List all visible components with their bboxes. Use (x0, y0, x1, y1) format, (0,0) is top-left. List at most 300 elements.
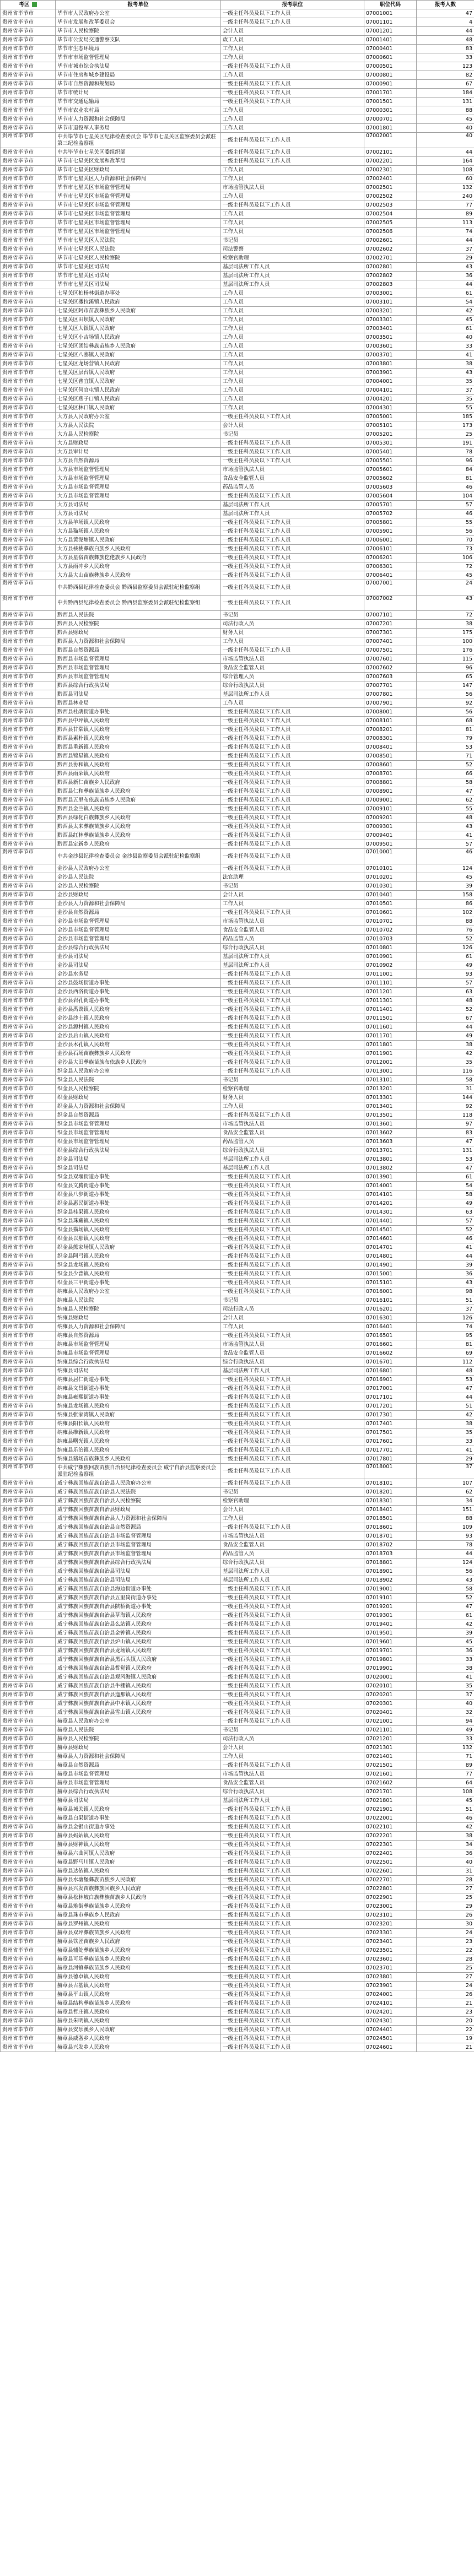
post-cell[interactable]: 一级主任科员及以下工作人员 (221, 536, 364, 545)
code-cell[interactable]: 07008501 (364, 752, 417, 761)
region-cell[interactable]: 贵州省毕节市 (1, 1129, 56, 1138)
region-cell[interactable]: 贵州省毕节市 (1, 474, 56, 483)
post-cell[interactable]: 一级主任科员及以下工作人员 (221, 752, 364, 761)
region-cell[interactable]: 贵州省毕节市 (1, 2043, 56, 2052)
code-cell[interactable]: 07019101 (364, 1594, 417, 1603)
count-cell[interactable]: 115 (417, 655, 474, 664)
code-cell[interactable]: 07013001 (364, 1067, 417, 1076)
unit-cell[interactable]: 大方县审计局 (56, 448, 221, 457)
count-cell[interactable]: 35 (417, 1682, 474, 1691)
region-cell[interactable]: 贵州省毕节市 (1, 1655, 56, 1664)
count-cell[interactable]: 47 (417, 787, 474, 796)
unit-cell[interactable]: 赫章县安乐溪乡人民政府 (56, 2026, 221, 2034)
unit-cell[interactable]: 黔西县市场监督管理局 (56, 655, 221, 664)
count-cell[interactable]: 56 (417, 1567, 474, 1576)
region-cell[interactable]: 贵州省毕节市 (1, 1647, 56, 1655)
region-cell[interactable]: 贵州省毕节市 (1, 421, 56, 430)
count-cell[interactable]: 55 (417, 518, 474, 527)
unit-cell[interactable]: 毕节市退役军人事务局 (56, 124, 221, 133)
count-cell[interactable]: 100 (417, 637, 474, 646)
unit-cell[interactable]: 威宁彝族回族苗族自治县市场监督管理局 (56, 1550, 221, 1558)
region-cell[interactable]: 贵州省毕节市 (1, 192, 56, 201)
unit-cell[interactable]: 威宁彝族回族苗族自治县自然资源局 (56, 1523, 221, 1532)
post-cell[interactable]: 一级主任科员及以下工作人员 (221, 1708, 364, 1717)
unit-cell[interactable]: 纳雍县居仁街道办事处 (56, 1376, 221, 1384)
unit-cell[interactable]: 赫章县河镇彝族苗族乡人民政府 (56, 1964, 221, 1973)
count-cell[interactable]: 191 (417, 439, 474, 448)
unit-cell[interactable]: 毕节市七星关区市场监督管理局 (56, 183, 221, 192)
unit-cell[interactable]: 威宁彝族回族苗族自治县草海镇人民政府 (56, 1611, 221, 1620)
region-cell[interactable]: 贵州省毕节市 (1, 1823, 56, 1832)
count-cell[interactable]: 88 (417, 106, 474, 115)
region-cell[interactable]: 贵州省毕节市 (1, 2017, 56, 2026)
region-cell[interactable]: 贵州省毕节市 (1, 1550, 56, 1558)
region-cell[interactable]: 贵州省毕节市 (1, 527, 56, 536)
count-cell[interactable]: 70 (417, 536, 474, 545)
unit-cell[interactable]: 毕节市七星关区人力资源和社会保障局 (56, 175, 221, 183)
unit-cell[interactable]: 威宁彝族回族苗族自治县财政局 (56, 1506, 221, 1514)
count-cell[interactable]: 22 (417, 2026, 474, 2034)
unit-cell[interactable]: 金沙县西洛街道办事处 (56, 988, 221, 997)
region-cell[interactable]: 贵州省毕节市 (1, 133, 56, 148)
unit-cell[interactable]: 织金县司法局 (56, 1164, 221, 1173)
unit-cell[interactable]: 金沙县人民检察院 (56, 882, 221, 891)
code-cell[interactable]: 07010001 (364, 849, 417, 864)
unit-cell[interactable]: 黔西县定新乡人民政府 (56, 840, 221, 849)
unit-cell[interactable]: 金沙县市场监督管理局 (56, 917, 221, 926)
count-cell[interactable]: 24 (417, 580, 474, 596)
unit-cell[interactable]: 织金县人民政府办公室 (56, 1067, 221, 1076)
count-cell[interactable]: 36 (417, 272, 474, 280)
code-cell[interactable]: 07007801 (364, 690, 417, 699)
code-cell[interactable]: 07002503 (364, 201, 417, 210)
code-cell[interactable]: 07007603 (364, 673, 417, 681)
post-cell[interactable]: 一级主任科员及以下工作人员 (221, 2026, 364, 2034)
count-cell[interactable]: 44 (417, 1252, 474, 1261)
code-cell[interactable]: 07024101 (364, 1999, 417, 2008)
post-cell[interactable]: 一级主任科员及以下工作人员 (221, 457, 364, 466)
code-cell[interactable]: 07000501 (364, 62, 417, 71)
count-cell[interactable]: 98 (417, 1287, 474, 1296)
post-cell[interactable]: 综合管理人员 (221, 673, 364, 681)
post-cell[interactable]: 一级主任科员及以下工作人员 (221, 1832, 364, 1841)
count-cell[interactable]: 39 (417, 1261, 474, 1270)
unit-cell[interactable]: 毕节市人民政府办公室 (56, 9, 221, 18)
count-cell[interactable]: 44 (417, 1550, 474, 1558)
unit-cell[interactable]: 大方县司法局 (56, 510, 221, 518)
count-cell[interactable]: 21 (417, 2043, 474, 2052)
post-cell[interactable]: 检察官助理 (221, 1497, 364, 1506)
region-cell[interactable]: 贵州省毕节市 (1, 1999, 56, 2008)
count-cell[interactable]: 123 (417, 62, 474, 71)
post-cell[interactable]: 一级主任科员及以下工作人员 (221, 997, 364, 1005)
post-cell[interactable]: 工作人员 (221, 307, 364, 316)
count-cell[interactable]: 83 (417, 1129, 474, 1138)
unit-cell[interactable]: 黔西县综合行政执法局 (56, 681, 221, 690)
region-cell[interactable]: 贵州省毕节市 (1, 840, 56, 849)
count-cell[interactable]: 40 (417, 1700, 474, 1708)
post-cell[interactable]: 会计人员 (221, 1744, 364, 1752)
unit-cell[interactable]: 织金县熊家场镇人民政府 (56, 1243, 221, 1252)
post-cell[interactable]: 综合行政执法人员 (221, 681, 364, 690)
post-cell[interactable]: 一级主任科员及以下工作人员 (221, 580, 364, 596)
region-cell[interactable]: 贵州省毕节市 (1, 1638, 56, 1647)
count-cell[interactable]: 26 (417, 1911, 474, 1920)
unit-cell[interactable]: 黔西县杜鹃街道办事处 (56, 708, 221, 717)
code-cell[interactable]: 07005701 (364, 501, 417, 510)
unit-cell[interactable]: 威宁彝族回族苗族自治县哲觉镇人民政府 (56, 1664, 221, 1673)
post-cell[interactable]: 基层司法所工作人员 (221, 263, 364, 272)
code-cell[interactable]: 07005201 (364, 430, 417, 439)
count-cell[interactable]: 47 (417, 1603, 474, 1611)
count-cell[interactable]: 58 (417, 1585, 474, 1594)
region-cell[interactable]: 贵州省毕节市 (1, 1779, 56, 1788)
post-cell[interactable]: 一级主任科员及以下工作人员 (221, 1464, 364, 1479)
code-cell[interactable]: 07011401 (364, 1005, 417, 1014)
code-cell[interactable]: 07022901 (364, 1893, 417, 1902)
count-cell[interactable]: 41 (417, 831, 474, 840)
code-cell[interactable]: 07006001 (364, 536, 417, 545)
unit-cell[interactable]: 大方县司法局 (56, 501, 221, 510)
region-cell[interactable]: 贵州省毕节市 (1, 483, 56, 492)
code-cell[interactable]: 07013101 (364, 1076, 417, 1085)
code-cell[interactable]: 07021501 (364, 1761, 417, 1770)
code-cell[interactable]: 07013603 (364, 1138, 417, 1146)
post-cell[interactable]: 工作人员 (221, 377, 364, 386)
region-cell[interactable]: 贵州省毕节市 (1, 1049, 56, 1058)
region-cell[interactable]: 贵州省毕节市 (1, 1841, 56, 1849)
post-cell[interactable]: 一级主任科员及以下工作人员 (221, 1867, 364, 1876)
region-cell[interactable]: 贵州省毕节市 (1, 1488, 56, 1497)
code-cell[interactable]: 07002502 (364, 192, 417, 201)
unit-cell[interactable]: 毕节市市场监督管理局 (56, 53, 221, 62)
unit-cell[interactable]: 织金县三甲街道办事处 (56, 1279, 221, 1287)
post-cell[interactable]: 一级主任科员及以下工作人员 (221, 554, 364, 562)
region-cell[interactable]: 贵州省毕节市 (1, 1620, 56, 1629)
region-cell[interactable]: 贵州省毕节市 (1, 891, 56, 900)
region-cell[interactable]: 贵州省毕节市 (1, 778, 56, 787)
count-cell[interactable]: 118 (417, 1111, 474, 1120)
unit-cell[interactable]: 纳雍县司法局 (56, 1367, 221, 1376)
post-cell[interactable]: 一级主任科员及以下工作人员 (221, 1058, 364, 1067)
count-cell[interactable]: 113 (417, 219, 474, 228)
post-cell[interactable]: 一级主任科员及以下工作人员 (221, 1217, 364, 1226)
region-cell[interactable]: 贵州省毕节市 (1, 814, 56, 822)
unit-cell[interactable]: 金沙县鼓场街道办事处 (56, 979, 221, 988)
post-cell[interactable]: 综合行政执法人员 (221, 1558, 364, 1567)
region-cell[interactable]: 贵州省毕节市 (1, 655, 56, 664)
count-cell[interactable]: 67 (417, 80, 474, 89)
unit-cell[interactable]: 黔西县绿化白族彝族乡人民政府 (56, 814, 221, 822)
post-cell[interactable]: 基层司法所工作人员 (221, 1367, 364, 1376)
count-cell[interactable]: 48 (417, 1367, 474, 1376)
code-cell[interactable]: 07017401 (364, 1420, 417, 1428)
count-cell[interactable]: 107 (417, 1479, 474, 1488)
count-cell[interactable]: 45 (417, 316, 474, 324)
region-cell[interactable]: 贵州省毕节市 (1, 219, 56, 228)
post-cell[interactable]: 一级主任科员及以下工作人员 (221, 849, 364, 864)
count-cell[interactable]: 46 (417, 483, 474, 492)
unit-cell[interactable]: 中共毕节市七星关区委组织部 (56, 148, 221, 157)
count-cell[interactable]: 102 (417, 908, 474, 917)
post-cell[interactable]: 一级主任科员及以下工作人员 (221, 831, 364, 840)
post-cell[interactable]: 一级主任科员及以下工作人员 (221, 864, 364, 873)
code-cell[interactable]: 07019801 (364, 1655, 417, 1664)
count-cell[interactable]: 96 (417, 457, 474, 466)
region-cell[interactable]: 贵州省毕节市 (1, 1014, 56, 1023)
code-cell[interactable]: 07000701 (364, 115, 417, 124)
unit-cell[interactable]: 毕节市七星关区发展和改革局 (56, 157, 221, 166)
region-cell[interactable]: 贵州省毕节市 (1, 1393, 56, 1402)
region-cell[interactable]: 贵州省毕节市 (1, 1102, 56, 1111)
count-cell[interactable]: 57 (417, 501, 474, 510)
code-cell[interactable]: 07001201 (364, 27, 417, 36)
region-cell[interactable]: 贵州省毕节市 (1, 596, 56, 611)
code-cell[interactable]: 07009201 (364, 814, 417, 822)
code-cell[interactable]: 07005501 (364, 457, 417, 466)
post-cell[interactable]: 一级主任科员及以下工作人员 (221, 2034, 364, 2043)
unit-cell[interactable]: 七星关区龙场营镇人民政府 (56, 360, 221, 369)
count-cell[interactable]: 35 (417, 1428, 474, 1437)
post-cell[interactable]: 工作人员 (221, 1102, 364, 1111)
code-cell[interactable]: 07002802 (364, 272, 417, 280)
unit-cell[interactable]: 金沙县综合行政执法局 (56, 944, 221, 953)
code-cell[interactable]: 07005801 (364, 518, 417, 527)
code-cell[interactable]: 07014901 (364, 1261, 417, 1270)
unit-cell[interactable]: 毕节市七星关区市场监督管理局 (56, 192, 221, 201)
region-cell[interactable]: 贵州省毕节市 (1, 1982, 56, 1990)
region-cell[interactable]: 贵州省毕节市 (1, 272, 56, 280)
post-cell[interactable]: 工作人员 (221, 106, 364, 115)
post-cell[interactable]: 工作人员 (221, 316, 364, 324)
unit-cell[interactable]: 七星关区小吉场镇人民政府 (56, 333, 221, 342)
region-cell[interactable]: 贵州省毕节市 (1, 637, 56, 646)
post-cell[interactable]: 市场监管执法人员 (221, 1120, 364, 1129)
region-cell[interactable]: 贵州省毕节市 (1, 1138, 56, 1146)
unit-cell[interactable]: 中共黔西县纪律检查委员会 黔西县监察委员会派驻纪检监察组 (56, 580, 221, 596)
unit-cell[interactable]: 金沙县沙土镇人民政府 (56, 1014, 221, 1023)
unit-cell[interactable]: 纳雍县雍熙街道办事处 (56, 1393, 221, 1402)
count-cell[interactable]: 81 (417, 474, 474, 483)
code-cell[interactable]: 07005101 (364, 421, 417, 430)
count-cell[interactable]: 81 (417, 726, 474, 734)
post-cell[interactable]: 一级主任科员及以下工作人员 (221, 9, 364, 18)
post-cell[interactable]: 工作人员 (221, 289, 364, 298)
post-cell[interactable]: 工作人员 (221, 166, 364, 175)
count-cell[interactable]: 42 (417, 1411, 474, 1420)
post-cell[interactable]: 一级主任科员及以下工作人员 (221, 1955, 364, 1964)
count-cell[interactable]: 35 (417, 377, 474, 386)
unit-cell[interactable]: 大方县市场监督管理局 (56, 492, 221, 501)
region-cell[interactable]: 贵州省毕节市 (1, 953, 56, 961)
post-cell[interactable]: 一级主任科员及以下工作人员 (221, 1999, 364, 2008)
unit-cell[interactable]: 赫章县市场监督管理局 (56, 1779, 221, 1788)
count-cell[interactable]: 84 (417, 466, 474, 474)
unit-cell[interactable]: 金沙县司法局 (56, 953, 221, 961)
post-cell[interactable]: 一级主任科员及以下工作人员 (221, 1585, 364, 1594)
post-cell[interactable]: 综合行政执法人员 (221, 1146, 364, 1155)
count-cell[interactable]: 27 (417, 1885, 474, 1893)
code-cell[interactable]: 07007602 (364, 664, 417, 673)
post-cell[interactable]: 一级主任科员及以下工作人员 (221, 1067, 364, 1076)
code-cell[interactable]: 07006301 (364, 562, 417, 571)
region-cell[interactable]: 贵州省毕节市 (1, 979, 56, 988)
region-cell[interactable]: 贵州省毕节市 (1, 1067, 56, 1076)
unit-cell[interactable]: 纳雍县阳长镇人民政府 (56, 1420, 221, 1428)
region-cell[interactable]: 贵州省毕节市 (1, 726, 56, 734)
region-cell[interactable]: 贵州省毕节市 (1, 1708, 56, 1717)
count-cell[interactable]: 56 (417, 690, 474, 699)
post-cell[interactable]: 一级主任科员及以下工作人员 (221, 708, 364, 717)
code-cell[interactable]: 07016601 (364, 1340, 417, 1349)
count-cell[interactable]: 43 (417, 369, 474, 377)
count-cell[interactable]: 126 (417, 1314, 474, 1323)
unit-cell[interactable]: 黔西县林业局 (56, 699, 221, 708)
code-cell[interactable]: 07003701 (364, 351, 417, 360)
region-cell[interactable]: 贵州省毕节市 (1, 1497, 56, 1506)
post-cell[interactable]: 一级主任科员及以下工作人员 (221, 596, 364, 611)
code-cell[interactable]: 07022401 (364, 1849, 417, 1858)
code-cell[interactable]: 07023301 (364, 1929, 417, 1938)
count-cell[interactable]: 78 (417, 1541, 474, 1550)
unit-cell[interactable]: 赫章县古基镇人民政府 (56, 1982, 221, 1990)
post-cell[interactable]: 工作人员 (221, 71, 364, 80)
count-cell[interactable]: 49 (417, 1199, 474, 1208)
region-cell[interactable]: 贵州省毕节市 (1, 18, 56, 27)
count-cell[interactable]: 44 (417, 280, 474, 289)
code-cell[interactable]: 07023201 (364, 1920, 417, 1929)
unit-cell[interactable]: 金沙县木孔镇人民政府 (56, 1041, 221, 1049)
unit-cell[interactable]: 纳雍县市场监督管理局 (56, 1349, 221, 1358)
post-cell[interactable]: 市场监管执法人员 (221, 1340, 364, 1349)
count-cell[interactable]: 131 (417, 98, 474, 106)
code-cell[interactable]: 07002301 (364, 166, 417, 175)
unit-cell[interactable]: 七星关区八寨镇人民政府 (56, 351, 221, 360)
unit-cell[interactable]: 毕节市统计局 (56, 89, 221, 98)
region-cell[interactable]: 贵州省毕节市 (1, 988, 56, 997)
region-cell[interactable]: 贵州省毕节市 (1, 1541, 56, 1550)
region-cell[interactable]: 贵州省毕节市 (1, 1506, 56, 1514)
post-cell[interactable]: 一级主任科员及以下工作人员 (221, 1420, 364, 1428)
region-cell[interactable]: 贵州省毕节市 (1, 1576, 56, 1585)
count-cell[interactable]: 97 (417, 1120, 474, 1129)
code-cell[interactable]: 07022701 (364, 1876, 417, 1885)
count-cell[interactable]: 44 (417, 236, 474, 245)
count-cell[interactable]: 72 (417, 611, 474, 620)
count-cell[interactable]: 40 (417, 124, 474, 133)
code-cell[interactable]: 07014001 (364, 1182, 417, 1190)
unit-cell[interactable]: 纳雍县猪场苗族彝族乡人民政府 (56, 1455, 221, 1464)
code-cell[interactable]: 07000901 (364, 80, 417, 89)
code-cell[interactable]: 07007701 (364, 681, 417, 690)
unit-cell[interactable]: 赫章县朱明镇人民政府 (56, 2017, 221, 2026)
unit-cell[interactable]: 七星关区普宜镇人民政府 (56, 377, 221, 386)
post-cell[interactable]: 市场监管执法人员 (221, 1532, 364, 1541)
count-cell[interactable]: 34 (417, 1497, 474, 1506)
code-cell[interactable]: 07016301 (364, 1314, 417, 1323)
unit-cell[interactable]: 赫章县珠市彝族乡人民政府 (56, 1911, 221, 1920)
unit-cell[interactable]: 威宁彝族回族苗族自治县人民检察院 (56, 1497, 221, 1506)
count-cell[interactable]: 79 (417, 734, 474, 743)
unit-cell[interactable]: 威宁彝族回族苗族自治县人民政府办公室 (56, 1479, 221, 1488)
count-cell[interactable]: 61 (417, 324, 474, 333)
code-cell[interactable]: 07007101 (364, 611, 417, 620)
post-cell[interactable]: 一级主任科员及以下工作人员 (221, 133, 364, 148)
post-cell[interactable]: 工作人员 (221, 192, 364, 201)
count-cell[interactable]: 29 (417, 1455, 474, 1464)
unit-cell[interactable]: 黔西县人力资源和社会保障局 (56, 637, 221, 646)
unit-cell[interactable]: 中共黔西县纪律检查委员会 黔西县监察委员会派驻纪检监察组 (56, 596, 221, 611)
region-cell[interactable]: 贵州省毕节市 (1, 690, 56, 699)
unit-cell[interactable]: 威宁彝族回族苗族自治县人力资源和社会保障局 (56, 1514, 221, 1523)
code-cell[interactable]: 07007501 (364, 646, 417, 655)
unit-cell[interactable]: 七星关区燕子口镇人民政府 (56, 395, 221, 404)
count-cell[interactable]: 52 (417, 1594, 474, 1603)
unit-cell[interactable]: 毕节市七星关区市场监督管理局 (56, 210, 221, 219)
unit-cell[interactable]: 大方县人民政府办公室 (56, 413, 221, 421)
count-cell[interactable]: 67 (417, 1014, 474, 1023)
post-cell[interactable]: 药品监管人员 (221, 935, 364, 944)
code-cell[interactable]: 07003301 (364, 316, 417, 324)
code-cell[interactable]: 07019501 (364, 1629, 417, 1638)
unit-cell[interactable]: 威宁彝族回族苗族自治县龙场镇人民政府 (56, 1647, 221, 1655)
unit-cell[interactable]: 赫章县财政局 (56, 1744, 221, 1752)
region-cell[interactable]: 贵州省毕节市 (1, 664, 56, 673)
unit-cell[interactable]: 七星关区阿市苗族彝族乡人民政府 (56, 307, 221, 316)
region-cell[interactable]: 贵州省毕节市 (1, 1420, 56, 1428)
count-cell[interactable]: 164 (417, 157, 474, 166)
post-cell[interactable]: 工作人员 (221, 298, 364, 307)
post-cell[interactable]: 市场监管执法人员 (221, 655, 364, 664)
region-cell[interactable]: 贵州省毕节市 (1, 1446, 56, 1455)
unit-cell[interactable]: 黔西县雨朵镇人民政府 (56, 770, 221, 778)
unit-cell[interactable]: 纳雍县市场监督管理局 (56, 1340, 221, 1349)
code-cell[interactable]: 07013901 (364, 1173, 417, 1182)
code-cell[interactable]: 07021601 (364, 1770, 417, 1779)
code-cell[interactable]: 07011501 (364, 1014, 417, 1023)
region-cell[interactable]: 贵州省毕节市 (1, 743, 56, 752)
code-cell[interactable]: 07008901 (364, 787, 417, 796)
unit-cell[interactable]: 黔西县重新镇人民政府 (56, 743, 221, 752)
unit-cell[interactable]: 威宁彝族回族苗族自治县五里岗街道办事处 (56, 1594, 221, 1603)
unit-cell[interactable]: 毕节市七星关区人民法院 (56, 236, 221, 245)
count-cell[interactable]: 46 (417, 1814, 474, 1823)
region-cell[interactable]: 贵州省毕节市 (1, 210, 56, 219)
region-cell[interactable]: 贵州省毕节市 (1, 1814, 56, 1823)
count-cell[interactable]: 53 (417, 743, 474, 752)
code-cell[interactable]: 07002602 (364, 245, 417, 254)
count-cell[interactable]: 25 (417, 1893, 474, 1902)
unit-cell[interactable]: 织金县猫场镇人民政府 (56, 1226, 221, 1235)
post-cell[interactable]: 工作人员 (221, 45, 364, 53)
count-cell[interactable]: 29 (417, 1902, 474, 1911)
unit-cell[interactable]: 织金县珠藏镇人民政府 (56, 1217, 221, 1226)
region-cell[interactable]: 贵州省毕节市 (1, 787, 56, 796)
count-cell[interactable]: 61 (417, 289, 474, 298)
count-cell[interactable]: 44 (417, 1023, 474, 1032)
code-cell[interactable]: 07010401 (364, 891, 417, 900)
count-cell[interactable]: 41 (417, 351, 474, 360)
code-cell[interactable]: 07023001 (364, 1902, 417, 1911)
code-cell[interactable]: 07008801 (364, 778, 417, 787)
region-cell[interactable]: 贵州省毕节市 (1, 413, 56, 421)
region-cell[interactable]: 贵州省毕节市 (1, 245, 56, 254)
code-cell[interactable]: 07010501 (364, 900, 417, 908)
post-cell[interactable]: 一级主任科员及以下工作人员 (221, 1111, 364, 1120)
post-cell[interactable]: 一级主任科员及以下工作人员 (221, 148, 364, 157)
post-cell[interactable]: 一级主任科员及以下工作人员 (221, 2008, 364, 2017)
unit-cell[interactable]: 纳雍县曙光镇人民政府 (56, 1437, 221, 1446)
